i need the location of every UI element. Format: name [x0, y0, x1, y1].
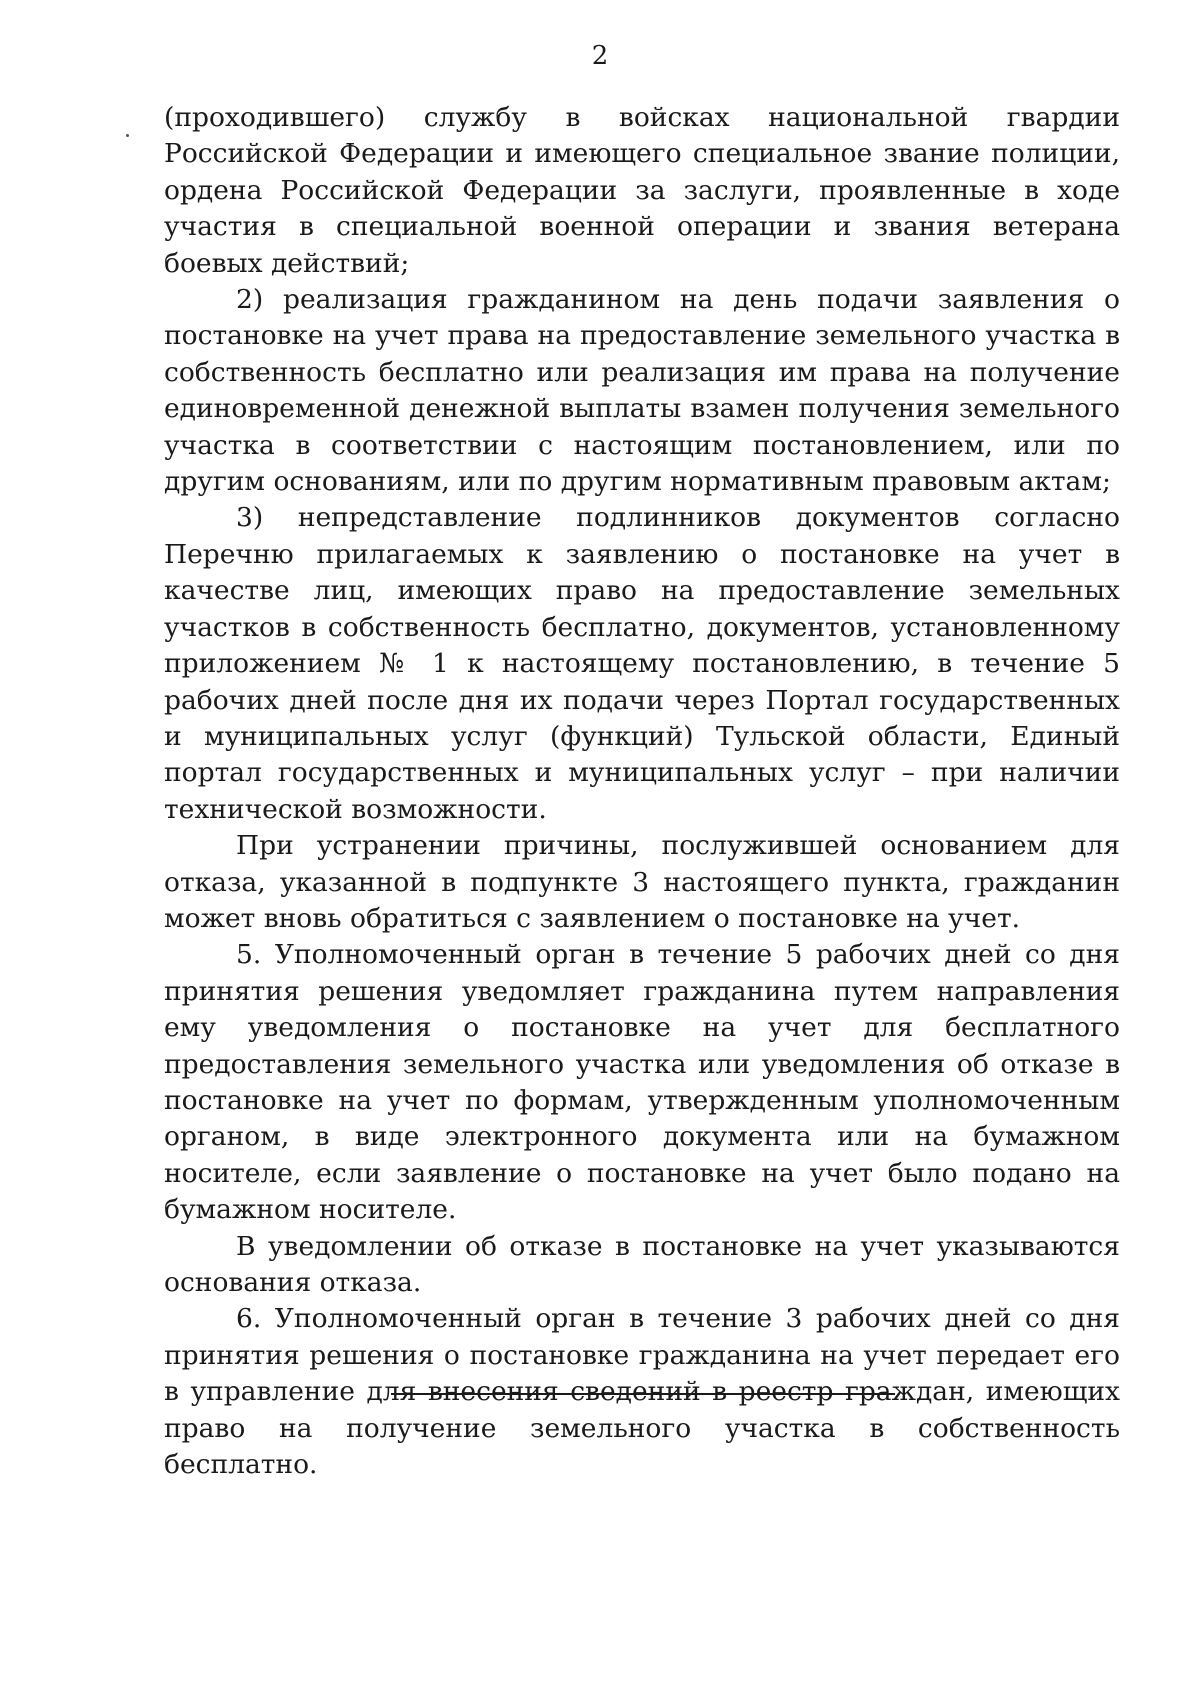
paragraph-refusal-grounds: В уведомлении об отказе в постановке на учет указываются основания отказа.: [164, 1230, 1120, 1298]
scan-artifact-dot: [126, 134, 129, 137]
paragraph-section-6: 6. Уполномоченный орган в течение 3 рабочих дней со дня принятия решения о постановке гражданина на учет передает его в управление для внесения сведений в реестр граждан, имеющих право на получение земельного участка в собственность бесплатно.: [164, 1303, 1120, 1481]
paragraph-section-5: 5. Уполномоченный орган в течение 5 рабочих дней со дня принятия решения уведомляет гражданина путем направления ему уведомления о постановке на учет для бесплатного предоставления земельного участка или уведомления об отказе в постановке на учет по формам, утвержденным уполномоченным органом, в виде электронного документа или на бумажном носителе, если заявление о постановке на учет было подано на бумажном носителе.: [164, 939, 1120, 1226]
paragraph-item-2: 2) реализация гражданином на день подачи заявления о постановке на учет права на предоставление земельного участка в собственность бесплатно или реализация им права на получение единовременной денежной выплаты взамен получения земельного участка в соответствии с настоящим постановлением, или по другим основаниям, или по другим нормативным правовым актам;: [164, 284, 1120, 498]
paragraph-remedy-note: При устранении причины, послужившей основанием для отказа, указанной в подпункте 3 настоящего пункта, гражданин может вновь обратиться с заявлением о постановке на учет.: [164, 830, 1120, 934]
end-of-document-line: [391, 1393, 895, 1395]
paragraph-continuation: (проходившего) службу в войсках национальной гвардии Российской Федерации и имеющего специальное звание полиции, ордена Российской Федерации за заслуги, проявленные в ходе участия в специальной военной операции и звания ветерана боевых действий;: [164, 102, 1120, 279]
document-body: [164, 100, 1120, 1483]
page-number: 2: [591, 41, 609, 71]
paragraph-item-3: 3) непредставление подлинников документов согласно Перечню прилагаемых к заявлению о постановке на учет в качестве лиц, имеющих право на предоставление земельных участков в собственность бесплатно, документов, установленному приложением № 1 к настоящему постановлению, в течение 5 рабочих дней после дня их подачи через Портал государственных и муниципальных услуг (функций) Тульской области, Единый портал государственных и муниципальных услуг – при наличии технической возможности.: [164, 502, 1120, 825]
